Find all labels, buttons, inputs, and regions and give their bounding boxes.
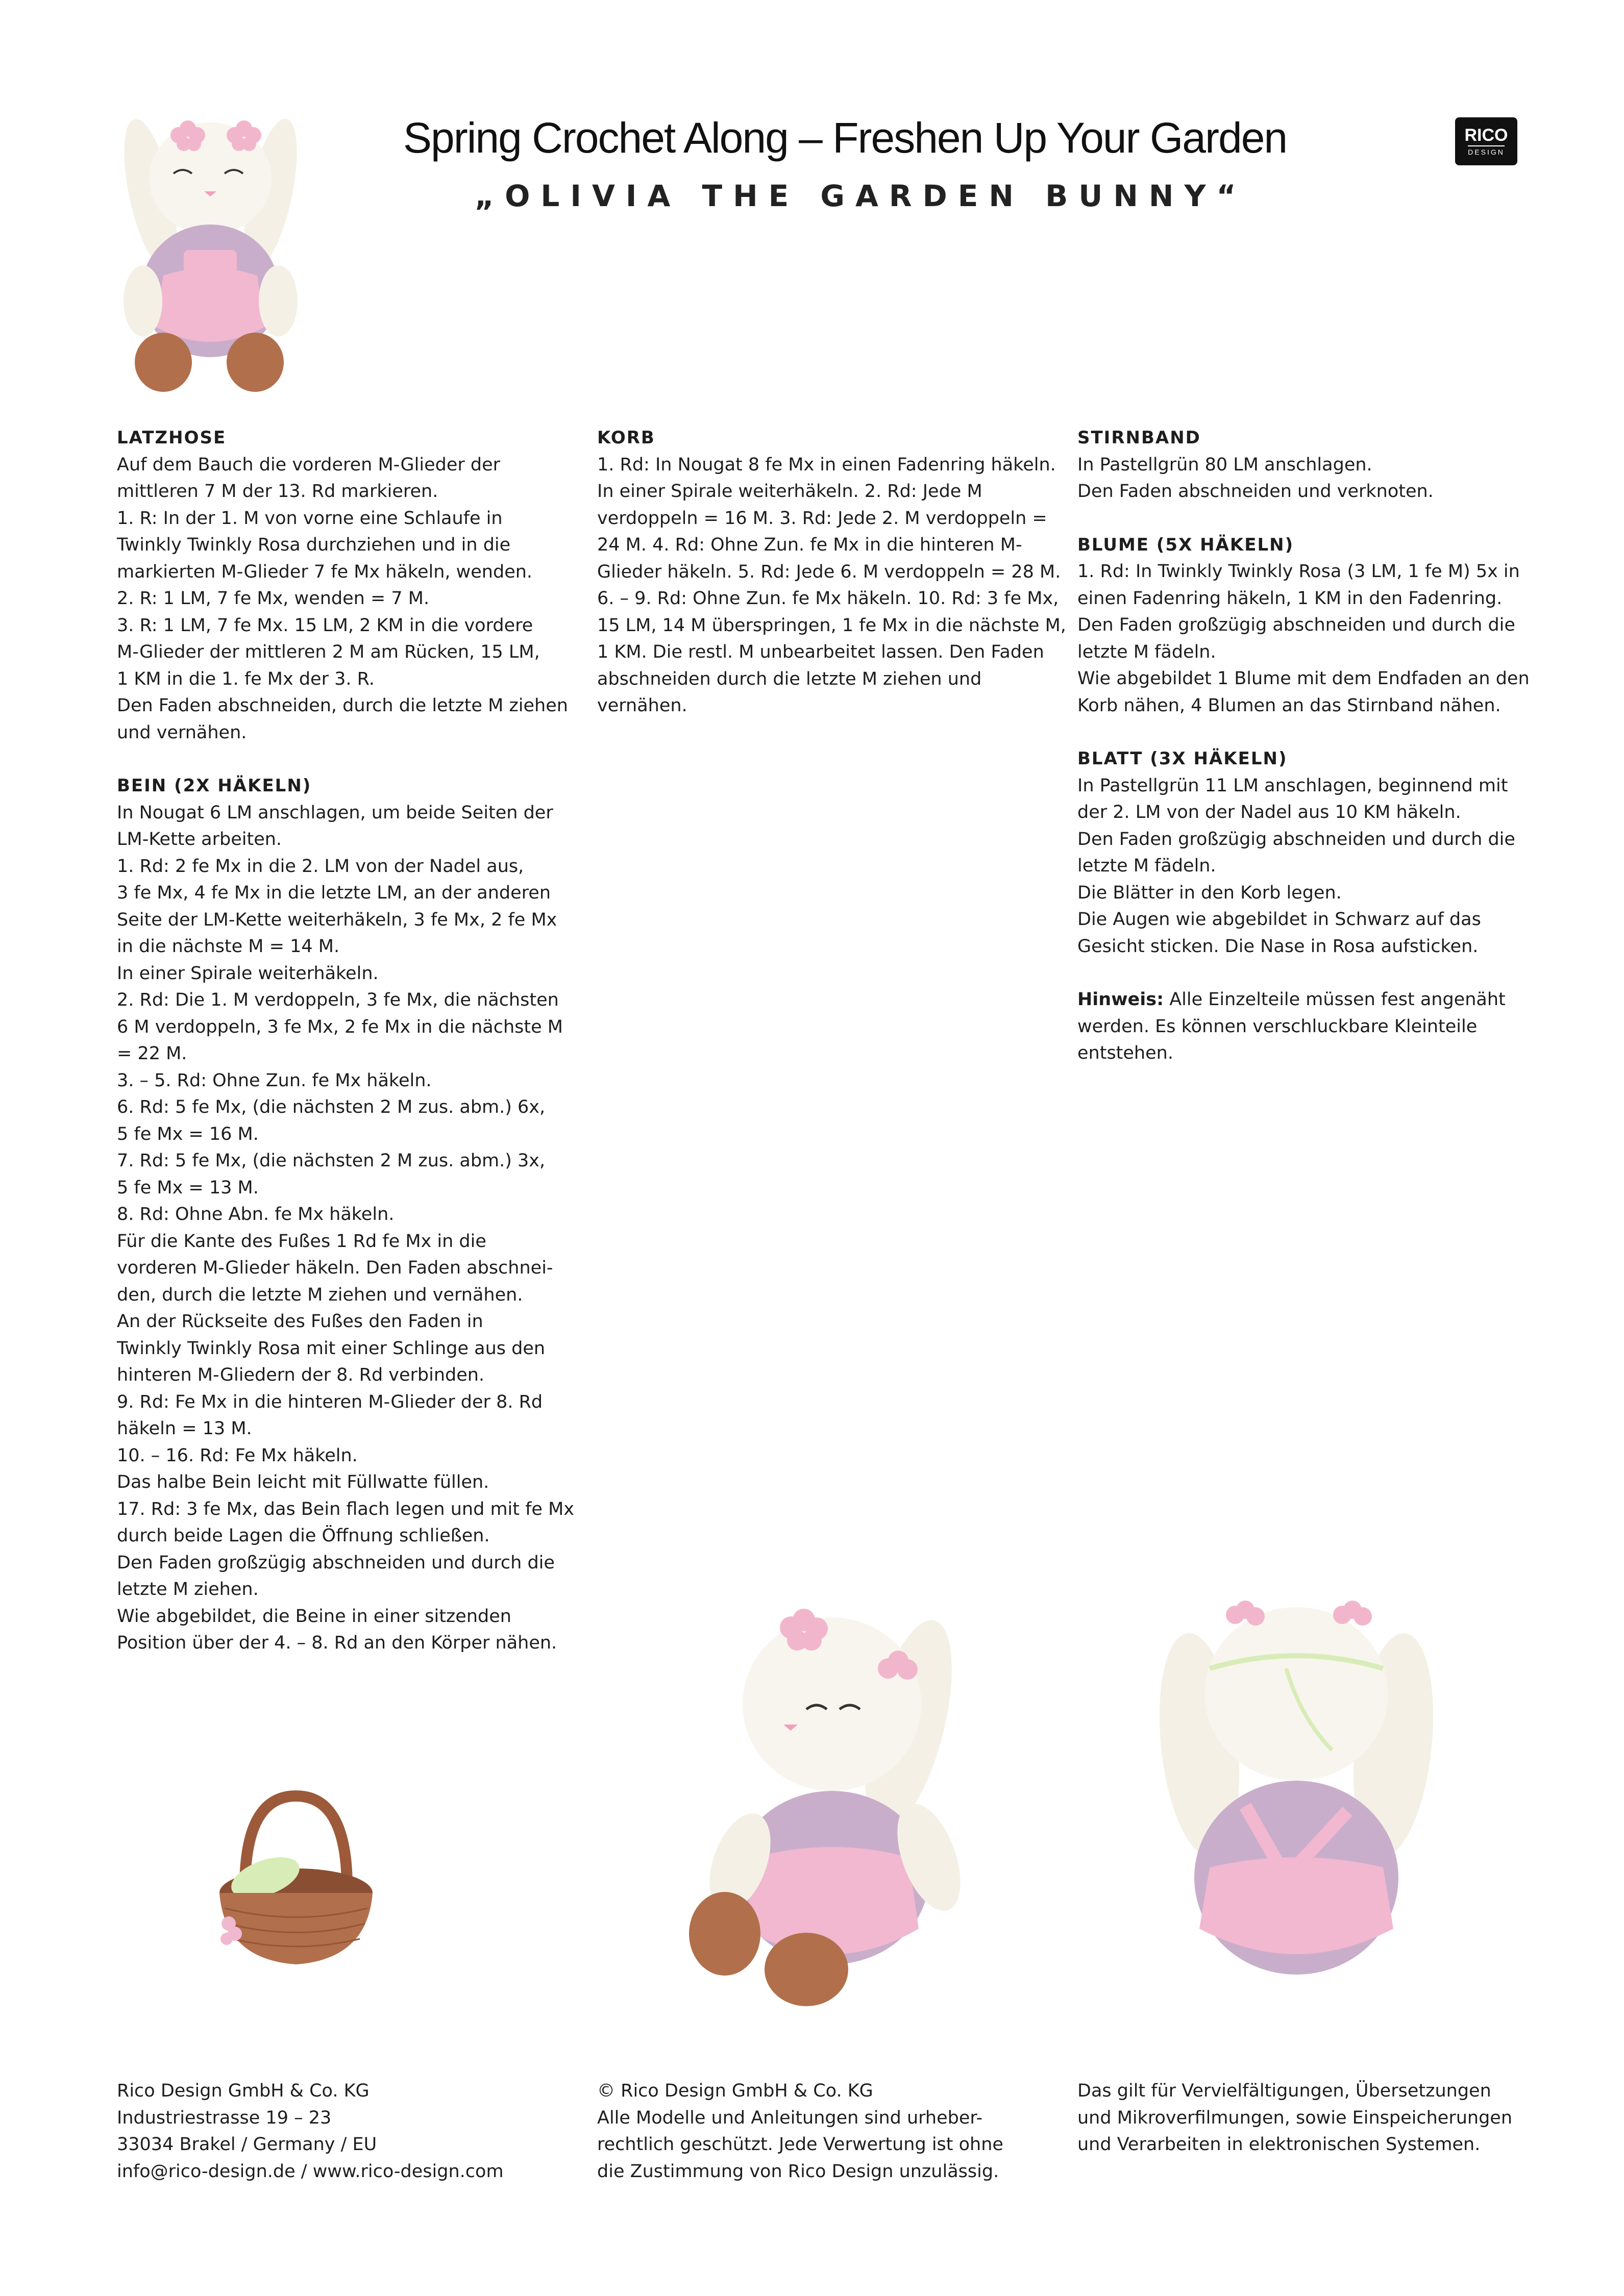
section-title-blume: BLUME (5X HÄKELN) (1077, 534, 1294, 555)
text-line: vorderen M-Glieder häkeln. Den Faden abschnei- (117, 1258, 553, 1278)
text-line: In einer Spirale weiterhäkeln. (117, 963, 379, 984)
section-title-stirnband: STIRNBAND (1077, 428, 1201, 448)
text-line: Den Faden großzügig abschneiden und durch die (117, 1552, 555, 1573)
page-subtitle: „OLIVIA THE GARDEN BUNNY“ (475, 179, 1247, 213)
footer-line: Das gilt für Vervielfältigungen, Übersetzungen (1077, 2081, 1491, 2101)
text-line: der 2. LM von der Nadel aus 10 KM häkeln. (1077, 802, 1461, 822)
text-line: An der Rückseite des Fußes den Faden in (117, 1311, 483, 1332)
logo-wordmark: RICO (1464, 125, 1508, 145)
section-title-bein: BEIN (2X HÄKELN) (117, 776, 312, 796)
section-korb (597, 425, 1066, 719)
section-bein (117, 772, 575, 1657)
hinweis-line (1077, 986, 1522, 1013)
page-title: Spring Crochet Along – Freshen Up Your Garden (403, 114, 1287, 162)
column-middle (597, 425, 1066, 746)
hinweis-text: Alle Einzelteile müssen fest angenäht (1164, 989, 1506, 1010)
text-line: hinteren M-Gliedern der 8. Rd verbinden. (117, 1365, 485, 1385)
text-line: abschneiden durch die letzte M ziehen und (597, 668, 982, 689)
text-line: verdoppeln = 16 M. 3. Rd: Jede 2. M verdoppeln = (597, 508, 1047, 529)
text-line: 1. Rd: In Nougat 8 fe Mx in einen Fadenring häkeln. (597, 454, 1056, 475)
text-line: LM-Kette arbeiten. (117, 829, 282, 850)
section-title-korb: KORB (597, 428, 655, 448)
text-line: 15 LM, 14 M überspringen, 1 fe Mx in die nächste M, (597, 615, 1066, 636)
text-line: 8. Rd: Ohne Abn. fe Mx häkeln. (117, 1204, 395, 1225)
text-line: mittleren 7 M der 13. Rd markieren. (117, 481, 438, 502)
text-line: 1. R: In der 1. M von vorne eine Schlaufe in (117, 508, 503, 529)
text-line: Auf dem Bauch die vorderen M-Glieder der (117, 454, 501, 475)
text-line: 24 M. 4. Rd: Ohne Zun. fe Mx in die hinteren M- (597, 535, 1022, 555)
text-line: In einer Spirale weiterhäkeln. 2. Rd: Jede M (597, 481, 982, 502)
text-line: Twinkly Twinkly Rosa mit einer Schlinge aus den (117, 1338, 546, 1359)
section-stirnband (1077, 425, 1522, 505)
section-latzhose (117, 425, 568, 746)
text-line: 1 KM in die 1. fe Mx der 3. R. (117, 668, 375, 689)
text-line: 2. Rd: Die 1. M verdoppeln, 3 fe Mx, die nächsten (117, 990, 559, 1010)
text-line: Gesicht sticken. Die Nase in Rosa aufsticken. (1077, 936, 1479, 957)
text-line: Wie abgebildet, die Beine in einer sitzenden (117, 1606, 511, 1627)
section-title-latzhose: LATZHOSE (117, 428, 227, 448)
text-line: letzte M ziehen. (117, 1579, 259, 1600)
text-line: 10. – 16. Rd: Fe Mx häkeln. (117, 1445, 358, 1466)
footer-contact-line: info@rico-design.de / www.rico-design.com (117, 2161, 504, 2182)
text-line: In Nougat 6 LM anschlagen, um beide Seiten der (117, 802, 553, 823)
text-line: einen Fadenring häkeln, 1 KM in den Fadenring. (1077, 588, 1503, 609)
text-line: 6. Rd: 5 fe Mx, (die nächsten 2 M zus. abm.) 6x, (117, 1097, 546, 1117)
text-line: letzte M fädeln. (1077, 641, 1216, 662)
bunny-side-photo (663, 1592, 990, 2010)
logo-tagline: DESIGN (1468, 145, 1505, 157)
hinweis-label: Hinweis: (1077, 989, 1164, 1010)
text-line: 1. Rd: In Twinkly Twinkly Rosa (3 LM, 1 fe M) 5x in (1077, 561, 1520, 582)
text-line: werden. Es können verschluckbare Kleinteile (1077, 1016, 1478, 1037)
text-line: Twinkly Twinkly Rosa durchziehen und in die (117, 535, 511, 555)
section-title-blatt: BLATT (3X HÄKELN) (1077, 748, 1288, 769)
text-line: Das halbe Bein leicht mit Füllwatte füllen. (117, 1472, 489, 1492)
text-line: Korb nähen, 4 Blumen an das Stirnband nähen. (1077, 695, 1501, 716)
text-line: 1. Rd: 2 fe Mx in die 2. LM von der Nadel aus, (117, 856, 524, 877)
footer-line: und Mikroverfilmungen, sowie Einspeicherungen (1077, 2107, 1513, 2128)
footer-line: Industriestrasse 19 – 23 (117, 2107, 332, 2128)
column-left (117, 425, 575, 1683)
text-line: 3. – 5. Rd: Ohne Zun. fe Mx häkeln. (117, 1070, 432, 1091)
text-line: entstehen. (1077, 1043, 1173, 1063)
text-line: Die Blätter in den Korb legen. (1077, 882, 1342, 903)
section-blatt (1077, 745, 1522, 960)
section-hinweis (1077, 986, 1522, 1067)
text-line: In Pastellgrün 80 LM anschlagen. (1077, 454, 1372, 475)
text-line: Wie abgebildet 1 Blume mit dem Endfaden an den (1077, 668, 1530, 689)
basket-photo (204, 1786, 388, 1980)
text-line: Die Augen wie abgebildet in Schwarz auf das (1077, 909, 1481, 930)
text-line: M-Glieder der mittleren 2 M am Rücken, 15 LM, (117, 642, 540, 662)
section-blume (1077, 532, 1530, 719)
footer-line: die Zustimmung von Rico Design unzulässig. (597, 2161, 999, 2182)
text-line: markierten M-Glieder 7 fe Mx häkeln, wenden. (117, 561, 533, 582)
footer-copyright (597, 2078, 1046, 2185)
text-line: = 22 M. (117, 1043, 187, 1064)
footer-line: rechtlich geschützt. Jede Verwertung ist ohne (597, 2134, 1003, 2155)
text-line: vernähen. (597, 695, 687, 716)
text-line: 5 fe Mx = 13 M. (117, 1177, 259, 1198)
text-line: Den Faden abschneiden und verknoten. (1077, 481, 1434, 502)
text-line: 1 KM. Die restl. M unbearbeitet lassen. Den Faden (597, 642, 1044, 662)
text-line: 6. – 9. Rd: Ohne Zun. fe Mx häkeln. 10. Rd: 3 fe Mx, (597, 588, 1059, 609)
text-line: 5 fe Mx = 16 M. (117, 1124, 259, 1144)
footer-line: Rico Design GmbH & Co. KG (117, 2081, 370, 2101)
text-line: durch beide Lagen die Öffnung schließen. (117, 1526, 490, 1546)
text-line: 9. Rd: Fe Mx in die hinteren M-Glieder der 8. Rd (117, 1391, 543, 1412)
text-line: 6 M verdoppeln, 3 fe Mx, 2 fe Mx in die nächste M (117, 1016, 563, 1037)
footer-line: und Verarbeiten in elektronischen Systemen. (1077, 2134, 1481, 2155)
text-line: Für die Kante des Fußes 1 Rd fe Mx in die (117, 1231, 486, 1252)
text-line: 3 fe Mx, 4 fe Mx in die letzte LM, an der anderen (117, 883, 551, 903)
footer-line: 33034 Brakel / Germany / EU (117, 2134, 377, 2155)
footer-line: Alle Modelle und Anleitungen sind urheber- (597, 2107, 983, 2128)
text-line: den, durch die letzte M ziehen und vernähen. (117, 1284, 523, 1305)
text-line: Position über der 4. – 8. Rd an den Körper nähen. (117, 1633, 557, 1653)
text-line: häkeln = 13 M. (117, 1418, 252, 1439)
text-line: 2. R: 1 LM, 7 fe Mx, wenden = 7 M. (117, 588, 430, 609)
text-line: 17. Rd: 3 fe Mx, das Bein flach legen und mit fe Mx (117, 1499, 575, 1519)
footer-address (117, 2078, 566, 2185)
text-line: Seite der LM-Kette weiterhäkeln, 3 fe Mx, 2 fe Mx (117, 909, 557, 930)
bunny-front-photo (102, 107, 316, 403)
text-line: Den Faden abschneiden, durch die letzte M ziehen (117, 695, 568, 716)
bunny-back-photo (1133, 1592, 1460, 2000)
column-right (1077, 425, 1530, 1093)
rico-design-logo (1455, 117, 1517, 165)
text-line: 3. R: 1 LM, 7 fe Mx. 15 LM, 2 KM in die vordere (117, 615, 533, 636)
text-line: In Pastellgrün 11 LM anschlagen, beginnend mit (1077, 775, 1508, 796)
text-line: Glieder häkeln. 5. Rd: Jede 6. M verdoppeln = 28 M. (597, 561, 1061, 582)
text-line: und vernähen. (117, 722, 247, 743)
text-line: Den Faden großzügig abschneiden und durch die (1077, 829, 1515, 850)
text-line: 7. Rd: 5 fe Mx, (die nächsten 2 M zus. abm.) 3x, (117, 1151, 546, 1171)
text-line: letzte M fädeln. (1077, 856, 1216, 876)
text-line: in die nächste M = 14 M. (117, 936, 340, 957)
text-line: Den Faden großzügig abschneiden und durch die (1077, 615, 1515, 635)
footer-line: © Rico Design GmbH & Co. KG (597, 2081, 873, 2101)
footer-rights (1077, 2078, 1527, 2158)
